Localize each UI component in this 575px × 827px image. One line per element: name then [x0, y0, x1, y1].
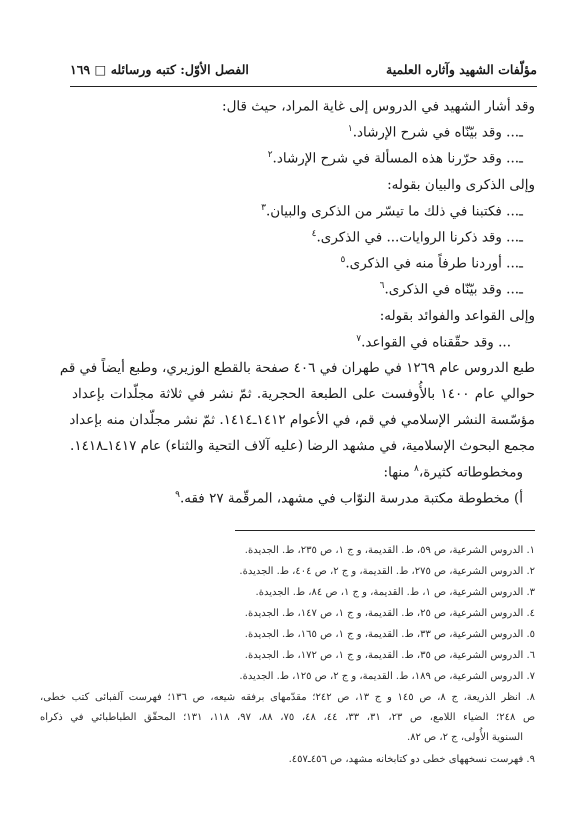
- quote-line: ـ... وقد بيّنّاه في الذكرى.$^٦$: [379, 281, 523, 298]
- chapter-title: الفصل الأوّل: كتبه ورسائله: [110, 62, 249, 77]
- page-number: ١٦٩: [70, 62, 91, 77]
- footnote-ref[interactable]: ٤: [311, 229, 317, 239]
- footnote: ٣. الدروس الشرعية، ص ١، ط. القديمة، و ج ١، ص ٨٤، ط. الجديدة.: [255, 587, 535, 598]
- quote-line: ـ... وقد ذكرنا الروايات... في الذكرى.$^٤$: [311, 229, 523, 246]
- quote-line: ـ... وقد حرّرنا هذه المسألة في شرح الإرشاد.$^٢$: [267, 150, 523, 167]
- footnote: ٨. انظر الذريعة، ج ٨، ص ١٤٥ و ج ١٣، ص ٢٤٢؛ مقدّمهاى برفقه شيعه، ص ١٣٦؛ فهرست آلفبائى كتب خطى،: [40, 692, 535, 703]
- footnote: ٤. الدروس الشرعية، ص ٢٥، ط. القديمة، و ج ١، ص ١٤٧، ط. الجديدة.: [244, 608, 535, 619]
- manuscript-item: أ) مخطوطة مكتبة مدرسة النوّاب في مشهد، المرقّمة ٢٧ فقه.$^٩$: [175, 490, 523, 507]
- footnote: السنوية الأُولى، ج ٢، ص ٨٢.: [407, 732, 523, 743]
- footnote-ref[interactable]: ٧: [356, 334, 362, 344]
- quote-line: ـ... وقد بيّنّاه في شرح الإرشاد.$^١$: [347, 124, 523, 141]
- footnote-ref[interactable]: ٢: [267, 150, 273, 160]
- footnote: ١. الدروس الشرعية، ص ٥٩، ط. القديمة، و ج ١، ص ٢٣٥، ط. الجديدة.: [244, 545, 535, 556]
- footnote: ٧. الدروس الشرعية، ص ١٨٩، ط. القديمة، و ج ٢، ص ١٢٥، ط. الجديدة.: [239, 671, 535, 682]
- paragraph-line: طبع الدروس عام ١٢٦٩ في طهران في ٤٠٦ صفحة بالقطع الوزيري، وطبع أيضاً في قم: [59, 360, 535, 376]
- book-title: مؤلّفات الشهيد وآثاره العلمية: [386, 62, 537, 77]
- footnote-ref[interactable]: ٦: [379, 281, 385, 291]
- body-line: وإلى الذكرى والبيان بقوله:: [387, 177, 535, 193]
- paragraph-line: حوالي عام ١٤٠٠ بالأُوفست على الطبعة الحجرية. ثمّ نشر في ثلاثة مجلّدات بإعداد: [72, 386, 536, 402]
- running-header-book-title: [386, 62, 537, 77]
- running-header-chapter: [70, 62, 249, 77]
- footnote: ٩. فهرست نسخههاى خطى دو كتابخانه مشهد، ص ٤٥٦ـ٤٥٧.: [288, 754, 535, 765]
- footnote-ref[interactable]: ٣: [261, 203, 266, 213]
- quote-line: ـ... فكتبنا في ذلك ما تيسّر من الذكرى والبيان.$^٣$: [261, 203, 523, 220]
- paragraph-line: مجمع البحوث الإسلامية، في مشهد الرضا (عليه آلاف التحية والثناء) عام ١٤١٧ـ١٤١٨.: [70, 438, 535, 454]
- footnote: ٥. الدروس الشرعية، ص ٣٣، ط. القديمة، و ج ١، ص ١٦٥، ط. الجديدة.: [244, 629, 535, 640]
- footnote: ص ٢٤٨؛ الضياء اللامع، ص ٢٣، ٣١، ٣٣، ٤٤، ٤٨، ٧٥، ٨٨، ٩٧، ١١٨، ١٣١؛ المحقّق الطباطبائي في ذكراه: [40, 712, 536, 723]
- footnote-ref[interactable]: ٩: [175, 490, 180, 500]
- quote-line: ـ... أوردنا طرفاً منه في الذكرى.$^٥$: [340, 255, 523, 272]
- footnote-ref[interactable]: ٨: [414, 464, 419, 474]
- body-line: وإلى القواعد والفوائد بقوله:: [379, 308, 535, 324]
- paragraph-line: مؤسّسة النشر الإسلامي في قم، في الأعوام ١٤١٢ـ١٤١٤. ثمّ نشر مجلّدان منه بإعداد: [69, 412, 535, 428]
- footnote-ref[interactable]: ١: [347, 124, 353, 134]
- page-marker-icon: □: [94, 62, 107, 77]
- manuscripts-intro: ومخطوطاته كثيرة،$^٨$ منها:: [383, 464, 523, 481]
- body-line: وقد أشار الشهيد في الدروس إلى غاية المراد، حيث قال:: [222, 98, 535, 115]
- header-divider: [70, 86, 537, 87]
- footnote: ٢. الدروس الشرعية، ص ٢٧٥، ط. القديمة، و ج ٢، ص ٤٠٤، ط. الجديدة.: [239, 566, 535, 577]
- quote-line: ... وقد حقّقناه في القواعد.$^٧$: [356, 334, 511, 351]
- footnote-divider: [235, 530, 535, 531]
- footnote: ٦. الدروس الشرعية، ص ٣٥، ط. القديمة، و ج ١، ص ١٧٢، ط. الجديدة.: [244, 650, 535, 661]
- footnote-ref[interactable]: ٥: [340, 255, 346, 265]
